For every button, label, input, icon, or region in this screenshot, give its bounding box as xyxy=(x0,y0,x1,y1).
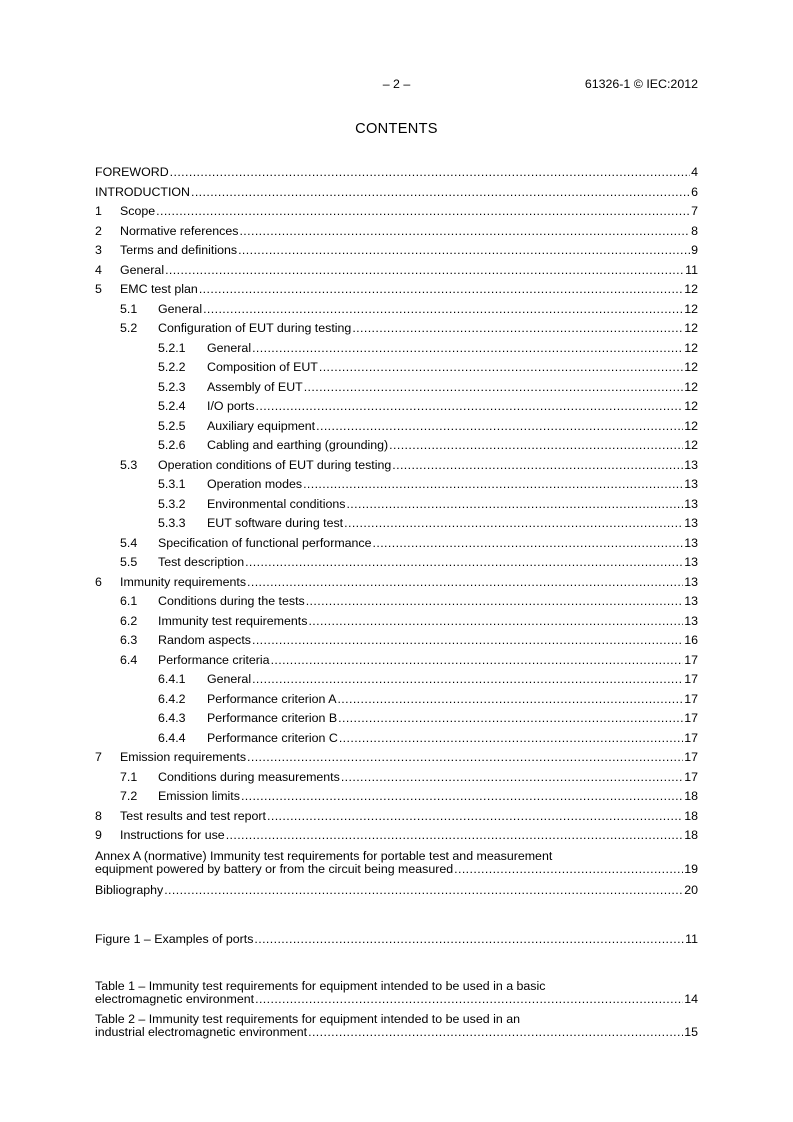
table-entry-2[interactable] xyxy=(95,1010,698,1042)
toc-entry-label: Performance criteria xyxy=(158,652,270,667)
leader-dots xyxy=(203,300,683,320)
toc-entry-number: 9 xyxy=(95,828,102,842)
leader-dots xyxy=(337,690,683,710)
toc-entry-number: 6 xyxy=(95,574,102,589)
leader-dots xyxy=(389,436,683,456)
toc-entry-number: 5.2.5 xyxy=(158,418,186,433)
toc-entry-label: equipment powered by battery or from the circuit being measured xyxy=(95,861,454,876)
toc-entry-label: General xyxy=(120,262,165,277)
toc-entry-label: Test results and test report xyxy=(120,808,267,823)
toc-entry[interactable] xyxy=(95,202,698,222)
toc-entry-number: 3 xyxy=(95,243,102,257)
toc-entry-number: 6.4.1 xyxy=(158,672,186,686)
leader-dots xyxy=(308,1026,683,1039)
leader-dots xyxy=(346,495,683,515)
toc-entry-page: 11 xyxy=(685,262,698,277)
toc-entry-number: 6.4.3 xyxy=(158,711,186,725)
toc-entry-label: Operation modes xyxy=(207,477,303,491)
toc-entry-label: Terms and definitions xyxy=(120,243,238,257)
leader-dots xyxy=(303,475,683,495)
toc-list xyxy=(95,163,698,846)
toc-entry-number: 5.2.4 xyxy=(158,399,186,413)
toc-entry-label: Assembly of EUT xyxy=(207,379,303,394)
page-title: CONTENTS xyxy=(355,121,438,137)
toc-entry-page: 12 xyxy=(684,321,698,335)
toc-entry-page: 13 xyxy=(684,555,698,569)
toc-entry-label: Immunity requirements xyxy=(120,574,247,589)
toc-entry-number: 6.2 xyxy=(120,613,138,628)
toc-entry-number: 6.1 xyxy=(120,594,138,608)
toc-entry-label: Composition of EUT xyxy=(207,360,318,374)
toc-entry-page: 19 xyxy=(684,861,698,876)
toc-entry-label: Environmental conditions xyxy=(207,496,346,511)
toc-entry[interactable] xyxy=(95,709,698,729)
toc-entry-number: 5.2.3 xyxy=(158,379,186,394)
toc-entry-label: Performance criterion B xyxy=(207,711,338,725)
table-entry-label: industrial electromagnetic environment xyxy=(95,1024,308,1039)
toc-entry-page: 12 xyxy=(684,418,698,433)
toc-entry-annex-a[interactable] xyxy=(95,847,698,879)
toc-entry-page: 4 xyxy=(691,165,698,179)
toc-entry-label: EUT software during test xyxy=(207,516,344,530)
toc-entry[interactable] xyxy=(95,612,698,632)
toc-entry-page: 16 xyxy=(684,633,698,647)
toc-entry[interactable] xyxy=(95,807,698,827)
toc-entry-number: 5.2 xyxy=(120,321,138,335)
toc-entry-page: 13 xyxy=(684,457,698,472)
toc-entry-number: 4 xyxy=(95,262,102,277)
toc-entry-label: I/O ports xyxy=(207,399,255,413)
toc-entry[interactable] xyxy=(95,495,698,515)
toc-entry-number: 5 xyxy=(95,282,102,296)
toc-entry-page: 17 xyxy=(684,711,698,725)
leader-dots xyxy=(271,651,684,671)
toc-entry[interactable] xyxy=(95,378,698,398)
toc-entry-label: Performance criterion A xyxy=(207,691,337,706)
toc-entry-label: Test description xyxy=(158,555,245,569)
toc-entry[interactable] xyxy=(95,436,698,456)
toc-entry-label: Emission limits xyxy=(158,789,240,803)
toc-entry-number: 5.2.1 xyxy=(158,340,186,355)
toc-entry-page: 12 xyxy=(684,340,698,355)
toc-entry-label: FOREWORD xyxy=(95,165,169,179)
leader-dots xyxy=(239,222,690,242)
toc-entry-label: Auxiliary equipment xyxy=(207,418,316,433)
toc-entry-label: General xyxy=(207,340,252,355)
toc-entry-page: 17 xyxy=(684,769,698,784)
leader-dots xyxy=(156,202,690,222)
toc-entry[interactable] xyxy=(95,534,698,554)
table-entry-page: 14 xyxy=(684,991,698,1006)
leader-dots xyxy=(245,553,683,573)
toc-entry[interactable] xyxy=(95,475,698,495)
toc-entry[interactable] xyxy=(95,573,698,593)
toc-entry[interactable] xyxy=(95,651,698,671)
leader-dots xyxy=(256,397,684,417)
leader-dots xyxy=(338,709,683,729)
toc-entry-page: 13 xyxy=(684,594,698,608)
toc-entry-page: 6 xyxy=(691,184,698,199)
leader-dots xyxy=(392,456,683,476)
table-entry-label: Table 1 – Immunity test requirements for equipment intended to be used in a basic xyxy=(95,978,546,993)
toc-entry-number: 8 xyxy=(95,808,102,823)
leader-dots xyxy=(170,163,690,183)
toc-entry[interactable] xyxy=(95,592,698,612)
leader-dots xyxy=(199,280,683,300)
page-number: – 2 – xyxy=(382,77,411,91)
toc-entry[interactable] xyxy=(95,319,698,339)
toc-entry[interactable] xyxy=(95,826,698,846)
toc-entry-number: 7.1 xyxy=(120,769,138,784)
toc-entry-label: Conditions during measurements xyxy=(158,769,340,784)
toc-entry-label: Cabling and earthing (grounding) xyxy=(207,438,389,452)
toc-entry-number: 5.3 xyxy=(120,457,138,472)
toc-entry-number: 2 xyxy=(95,223,102,238)
toc-entry-label: General xyxy=(158,301,203,316)
toc-entry-number: 7.2 xyxy=(120,789,138,803)
toc-entry-number: 5.3.3 xyxy=(158,516,186,530)
toc-entry-label: General xyxy=(207,672,252,686)
leader-dots xyxy=(164,881,683,901)
toc-entry[interactable] xyxy=(95,631,698,651)
toc-entry-bibliography[interactable] xyxy=(95,881,698,901)
figure-entry-page: 11 xyxy=(685,932,698,946)
toc-entry-page: 17 xyxy=(684,691,698,706)
leader-dots xyxy=(352,319,683,339)
toc-entry-page: 12 xyxy=(684,360,698,374)
toc-entry-page: 12 xyxy=(684,282,698,296)
toc-entry-number: 6.4.4 xyxy=(158,730,186,745)
table-of-contents xyxy=(95,163,698,1042)
leader-dots xyxy=(247,573,683,593)
toc-entry-page: 17 xyxy=(684,652,698,667)
toc-entry-number: 6.3 xyxy=(120,633,138,647)
toc-entry-label: Annex A (normative) Immunity test requirements for portable test and measurement xyxy=(95,848,553,863)
leader-dots xyxy=(308,612,683,632)
toc-entry-number: 5.3.1 xyxy=(158,477,186,491)
toc-entry-label: Performance criterion C xyxy=(207,730,338,745)
toc-entry[interactable] xyxy=(95,261,698,281)
toc-entry-page: 7 xyxy=(691,204,698,218)
toc-entry[interactable] xyxy=(95,787,698,807)
toc-entry-number: 5.2.2 xyxy=(158,360,186,374)
toc-entry-page: 9 xyxy=(691,243,698,257)
leader-dots xyxy=(191,183,690,203)
toc-entry-number: 5.5 xyxy=(120,555,138,569)
toc-entry-label: Immunity test requirements xyxy=(158,613,308,628)
toc-entry[interactable] xyxy=(95,222,698,242)
toc-entry-label: Emission requirements xyxy=(120,750,247,764)
toc-entry-number: 6.4.2 xyxy=(158,691,186,706)
toc-entry-page: 13 xyxy=(684,516,698,530)
leader-dots xyxy=(238,241,690,261)
toc-entry-page: 17 xyxy=(684,750,698,764)
toc-entry-page: 12 xyxy=(684,301,698,316)
toc-entry[interactable] xyxy=(95,300,698,320)
toc-entry[interactable] xyxy=(95,339,698,359)
figure-entry-label: Figure 1 – Examples of ports xyxy=(95,932,254,946)
leader-dots xyxy=(373,534,684,554)
toc-entry-label: Normative references xyxy=(120,223,239,238)
toc-entry-page: 13 xyxy=(684,613,698,628)
toc-entry-page: 12 xyxy=(684,438,698,452)
toc-entry[interactable] xyxy=(95,417,698,437)
toc-entry-page: 12 xyxy=(684,399,698,413)
toc-entry-page: 18 xyxy=(684,828,698,842)
figure-entry-1[interactable] xyxy=(95,930,698,950)
toc-entry[interactable] xyxy=(95,456,698,476)
leader-dots xyxy=(344,514,683,534)
toc-entry-page: 17 xyxy=(684,672,698,686)
document-id: 61326-1 © IEC:2012 xyxy=(584,77,698,91)
leader-dots xyxy=(252,670,683,690)
leader-dots xyxy=(319,358,683,378)
toc-entry-number: 5.4 xyxy=(120,535,138,550)
toc-entry-page: 18 xyxy=(684,808,698,823)
toc-entry-label: Scope xyxy=(120,204,156,218)
toc-entry-page: 13 xyxy=(684,477,698,491)
leader-dots xyxy=(254,930,684,950)
leader-dots xyxy=(241,787,683,807)
toc-entry-label: Specification of functional performance xyxy=(158,535,372,550)
toc-entry[interactable] xyxy=(95,163,698,183)
leader-dots xyxy=(267,807,683,827)
leader-dots xyxy=(165,261,684,281)
toc-entry-number: 5.2.6 xyxy=(158,438,186,452)
leader-dots xyxy=(339,729,683,749)
toc-entry[interactable] xyxy=(95,729,698,749)
toc-entry-number: 5.1 xyxy=(120,301,138,316)
toc-entry-number: 5.3.2 xyxy=(158,496,186,511)
leader-dots xyxy=(226,826,684,846)
toc-entry[interactable] xyxy=(95,397,698,417)
toc-entry[interactable] xyxy=(95,514,698,534)
toc-entry-label: Bibliography xyxy=(95,882,164,897)
toc-entry-number: 7 xyxy=(95,750,102,764)
leader-dots xyxy=(341,768,683,788)
toc-entry-label: Operation conditions of EUT during testing xyxy=(158,457,392,472)
leader-dots xyxy=(252,339,683,359)
leader-dots xyxy=(304,378,683,398)
toc-entry[interactable] xyxy=(95,553,698,573)
toc-entry-label: INTRODUCTION xyxy=(95,184,190,199)
toc-entry[interactable] xyxy=(95,280,698,300)
leader-dots xyxy=(316,417,683,437)
toc-entry-label: Random aspects xyxy=(158,633,251,647)
toc-entry[interactable] xyxy=(95,241,698,261)
toc-entry-page: 18 xyxy=(684,789,698,803)
toc-entry[interactable] xyxy=(95,748,698,768)
leader-dots xyxy=(306,592,683,612)
table-entry-label: electromagnetic environment xyxy=(95,991,255,1006)
toc-entry[interactable] xyxy=(95,768,698,788)
leader-dots xyxy=(255,993,683,1006)
toc-entry-number: 6.4 xyxy=(120,652,138,667)
toc-entry[interactable] xyxy=(95,690,698,710)
toc-entry-page: 13 xyxy=(684,574,698,589)
toc-entry-label: EMC test plan xyxy=(120,282,198,296)
toc-entry-page: 8 xyxy=(691,223,698,238)
toc-entry[interactable] xyxy=(95,183,698,203)
toc-entry-page: 20 xyxy=(684,882,698,897)
table-entry-1[interactable] xyxy=(95,977,698,1009)
toc-entry-page: 12 xyxy=(684,379,698,394)
toc-entry-page: 17 xyxy=(684,730,698,745)
toc-entry-label: Configuration of EUT during testing xyxy=(158,321,352,335)
toc-entry-page: 13 xyxy=(684,496,698,511)
leader-dots xyxy=(252,631,683,651)
toc-entry-label: Conditions during the tests xyxy=(158,594,305,608)
table-entry-page: 15 xyxy=(684,1024,698,1039)
toc-entry[interactable] xyxy=(95,358,698,378)
leader-dots xyxy=(247,748,683,768)
toc-entry-number: 1 xyxy=(95,204,102,218)
toc-entry[interactable] xyxy=(95,670,698,690)
table-entry-label: Table 2 – Immunity test requirements for equipment intended to be used in an xyxy=(95,1011,520,1026)
toc-entry-page: 13 xyxy=(684,535,698,550)
toc-entry-label: Instructions for use xyxy=(120,828,225,842)
leader-dots xyxy=(454,863,683,876)
